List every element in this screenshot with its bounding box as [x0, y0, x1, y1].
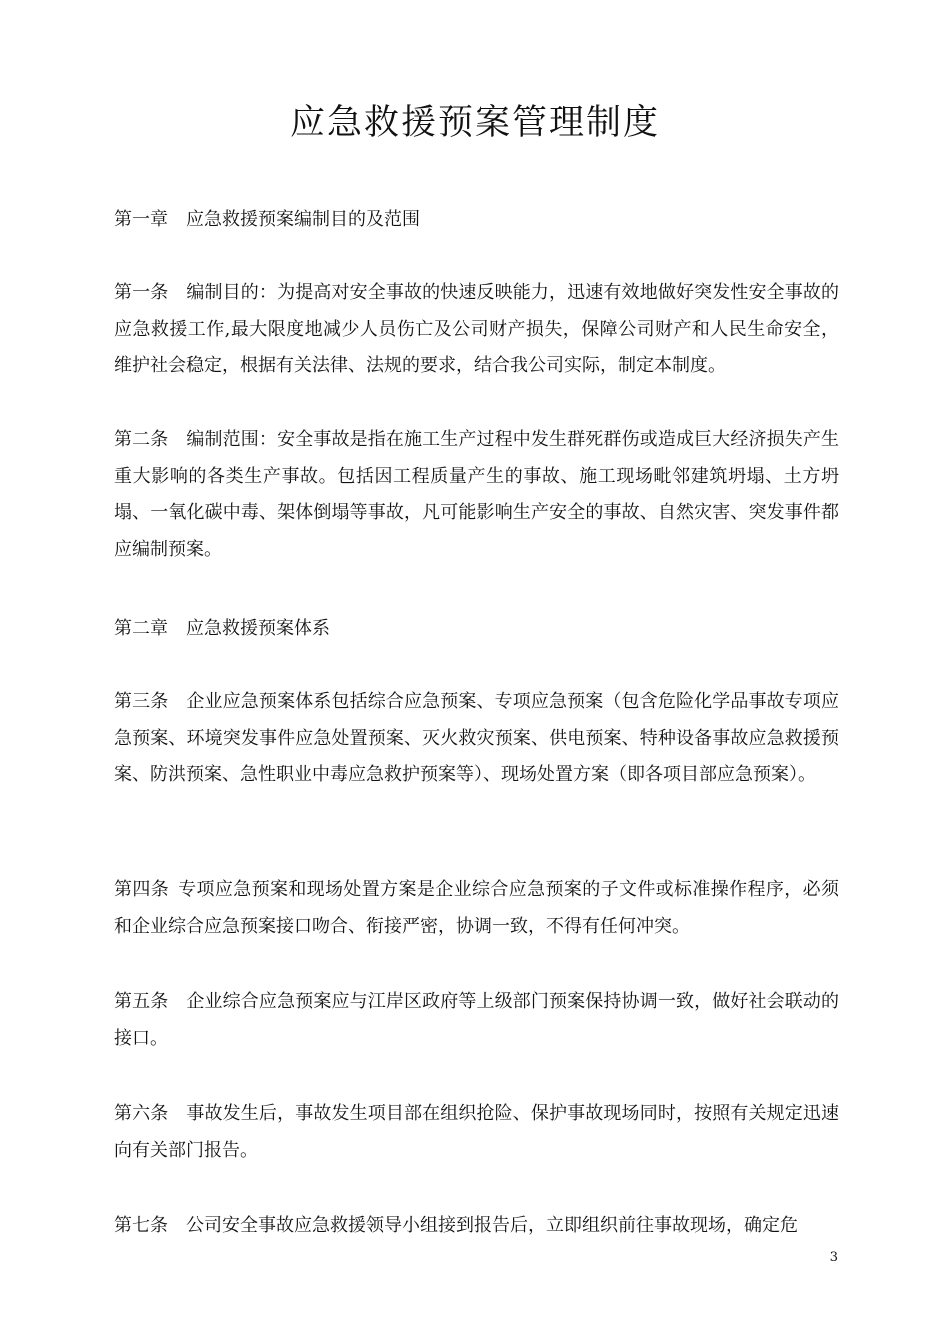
article-6-paragraph	[114, 1096, 839, 1169]
article-3-paragraph	[114, 684, 839, 794]
article-5-paragraph	[114, 984, 839, 1057]
block-text: 企业应急预案体系包括综合应急预案、专项应急预案（包含危险化学品事故专项应急预案、环境突发事件应急处置预案、灭火救灾预案、供电预案、特种设备事故应急救援预案、防洪预案、急性职业中毒应急救护预案等）、现场处置方案（即各项目部应急预案）。	[114, 691, 840, 785]
block-text: 编制范围：安全事故是指在施工生产过程中发生群死群伤或造成巨大经济损失产生重大影响的各类生产事故。包括因工程质量产生的事故、施工现场毗邻建筑坍塌、土方坍塌、一氧化碳中毒、架体倒塌等事故，凡可能影响生产安全的事故、自然灾害、突发事件都应编制预案。	[114, 429, 840, 560]
block-label: 第二条	[114, 429, 169, 450]
article-2-paragraph	[114, 422, 839, 568]
block-label: 第一章	[114, 209, 168, 230]
block-text: 专项应急预案和现场处置方案是企业综合应急预案的子文件或标准操作程序，必须和企业综合应急预案接口吻合、衔接严密，协调一致，不得有任何冲突。	[114, 879, 840, 937]
block-text: 企业综合应急预案应与江岸区政府等上级部门预案保持协调一致，做好社会联动的接口。	[114, 991, 840, 1049]
page-title: 应急救援预案管理制度	[289, 103, 660, 143]
page-number: 3	[829, 1250, 838, 1265]
block-label: 第四条	[114, 879, 170, 900]
block-text: 事故发生后，事故发生项目部在组织抢险、保护事故现场同时，按照有关规定迅速向有关部门报告。	[114, 1103, 840, 1161]
block-text: 编制目的：为提高对安全事故的快速反映能力，迅速有效地做好突发性安全事故的应急救援工作,最大限度地减少人员伤亡及公司财产损失，保障公司财产和人民生命安全，维护社会稳定，根据有关法律、法规的要求，结合我公司实际，制定本制度。	[114, 282, 840, 376]
block-label: 第二章	[114, 618, 168, 639]
block-label: 第六条	[114, 1103, 169, 1124]
chapter-1-heading	[114, 202, 839, 239]
block-label: 第七条	[114, 1215, 168, 1236]
block-text: 应急救援预案体系	[186, 618, 330, 639]
block-label: 第三条	[114, 691, 169, 712]
article-4-paragraph	[114, 872, 839, 945]
block-label: 第一条	[114, 282, 169, 303]
block-label: 第五条	[114, 991, 169, 1012]
article-7-paragraph	[114, 1208, 839, 1245]
block-text: 应急救援预案编制目的及范围	[186, 209, 420, 230]
chapter-2-heading	[114, 611, 839, 648]
block-text: 公司安全事故应急救援领导小组接到报告后，立即组织前往事故现场，确定危	[186, 1215, 798, 1236]
article-1-paragraph	[114, 275, 839, 385]
